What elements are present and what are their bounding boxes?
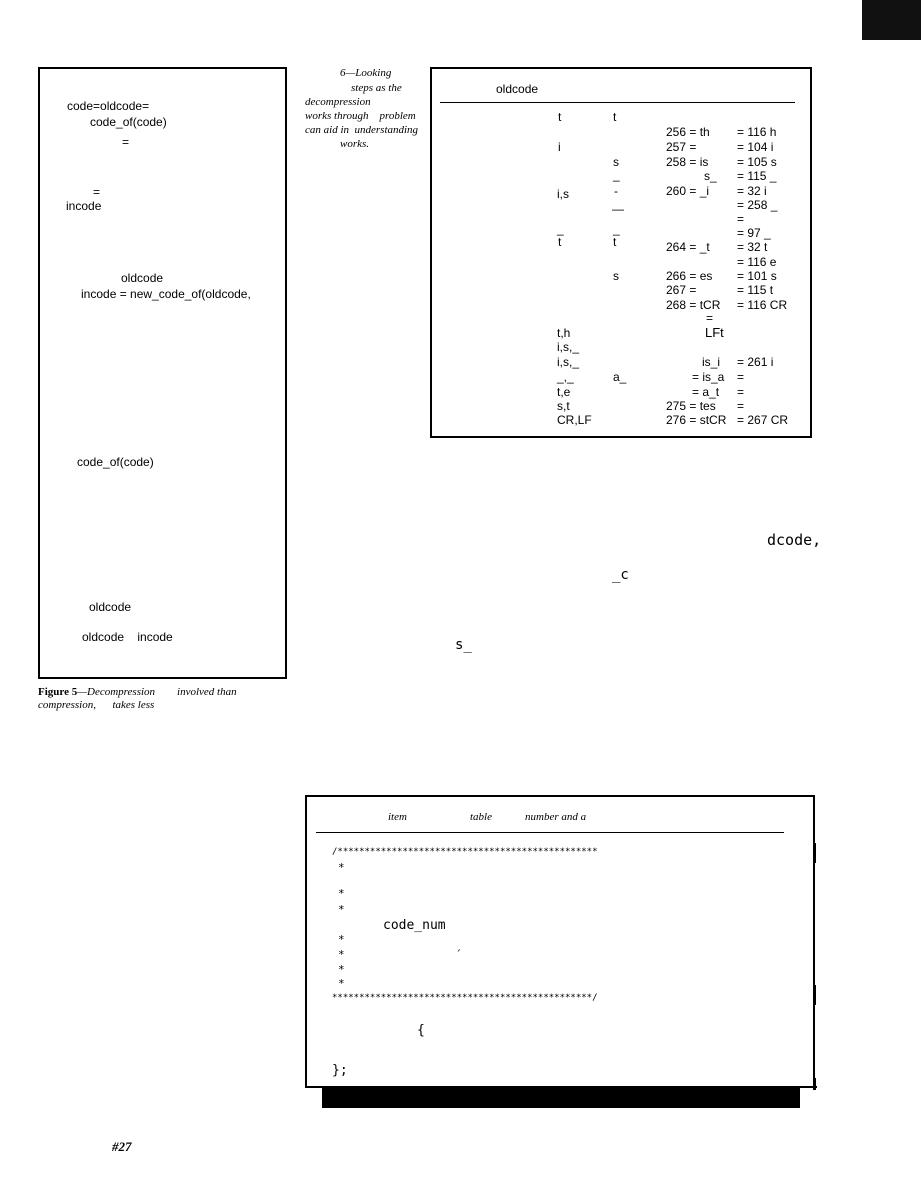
fig6-caption: 6—Looking	[340, 67, 392, 79]
body-fragment: _c	[612, 567, 629, 583]
fig5-line: incode	[66, 199, 102, 213]
listing-code-num: code_num	[383, 918, 446, 933]
fig5-caption-2: compression, takes less	[38, 699, 155, 711]
fig6-col4: = 97 _	[737, 226, 771, 240]
listing-caption-word: number and a	[525, 811, 587, 823]
fig6-col1: t,h	[557, 326, 571, 340]
fig6-col4: =	[737, 212, 745, 226]
fig6-col1: i,s,_	[557, 340, 580, 354]
fig6-caption: steps as the	[351, 82, 402, 94]
side-mark	[813, 1078, 816, 1090]
fig6-col1: i,s	[557, 187, 569, 201]
listing-star: *	[338, 963, 345, 976]
fig5-line: =	[122, 135, 130, 149]
corner-block	[862, 0, 921, 40]
fig6-col3: 258 = is	[666, 155, 709, 169]
fig6-col1: t	[558, 110, 562, 124]
listing-star: *	[338, 903, 345, 916]
fig6-col3: is_i	[702, 355, 721, 369]
fig5-line: code_of(code)	[77, 455, 154, 469]
fig6-caption: works through problem	[305, 110, 416, 122]
listing-star: *	[338, 948, 345, 961]
fig6-col3: 266 = es	[666, 269, 713, 283]
fig6-col1: i	[558, 140, 561, 154]
fig6-caption: decompression	[305, 96, 371, 108]
fig5-line: =	[93, 185, 101, 199]
fig6-col2: _	[613, 222, 620, 236]
fig6-col3: 264 = _t	[666, 240, 710, 254]
fig6-col2: t	[613, 235, 617, 249]
fig6-col2: _	[613, 168, 620, 182]
fig6-col4: = 101 s	[737, 269, 777, 283]
fig6-col3: 257 =	[666, 140, 697, 154]
listing-rule	[316, 832, 784, 833]
fig6-col4: = 105 s	[737, 155, 777, 169]
fig6-col3: = a_t	[692, 385, 720, 399]
listing-tick: ´	[455, 948, 462, 961]
fig5-line: incode = new_code_of(oldcode,	[81, 287, 251, 301]
fig6-col4: = 116 CR	[737, 298, 788, 312]
fig6-header: oldcode	[496, 82, 539, 96]
body-fragment: dcode,	[767, 531, 822, 549]
fig6-col4: = 116 h	[737, 125, 777, 139]
fig6-col2: s	[613, 269, 619, 283]
fig6-col3: 260 = _i	[666, 184, 710, 198]
figure5-box	[38, 67, 287, 679]
fig6-caption: works.	[340, 138, 370, 150]
fig5-line: code=oldcode=	[67, 99, 150, 113]
fig6-col1: _,_	[557, 370, 574, 384]
fig6-col1: _	[557, 222, 564, 236]
fig6-col3: 276 = stCR	[666, 413, 727, 427]
bottom-bar	[322, 1088, 800, 1108]
listing-caption-word: table	[470, 811, 492, 823]
listing-star: *	[338, 887, 345, 900]
fig6-col4: = 115 _	[737, 169, 777, 183]
fig6-col3: 275 = tes	[666, 399, 716, 413]
listing-box	[305, 795, 815, 1088]
fig6-col3: s_	[704, 169, 717, 183]
listing-stars-bottom: ************************************************/	[332, 993, 598, 1003]
fig6-col2: t	[613, 110, 617, 124]
page-number: #27	[112, 1139, 132, 1154]
fig6-col4: = 104 i	[737, 140, 774, 154]
fig5-line: oldcode	[89, 600, 132, 614]
fig6-col3: LFt	[705, 325, 724, 340]
fig6-col2: a_	[613, 370, 627, 384]
fig5-line: oldcode incode	[82, 630, 173, 644]
fig6-col1: t,e	[557, 385, 571, 399]
fig6-col2: s	[613, 155, 619, 169]
listing-brace-open: {	[417, 1023, 425, 1038]
listing-caption-word: item	[388, 811, 407, 823]
fig6-col4: = 32 t	[737, 240, 768, 254]
listing-star: *	[338, 861, 345, 874]
fig6-col1: i,s,_	[557, 355, 580, 369]
fig6-col3: 267 =	[666, 283, 697, 297]
fig6-col3: 268 = tCR	[666, 298, 721, 312]
fig6-col3: =	[706, 311, 714, 325]
body-fragment: s_	[455, 637, 472, 653]
fig5-line: code_of(code)	[90, 115, 167, 129]
fig6-col3: 256 = th	[666, 125, 710, 139]
fig6-caption: can aid in understanding	[305, 124, 419, 136]
fig6-col1: t	[558, 235, 562, 249]
fig6-col4: = 32 i	[737, 184, 767, 198]
fig6-rule	[440, 102, 795, 103]
fig6-col4: =	[737, 370, 745, 384]
listing-star: *	[338, 977, 345, 990]
fig5-caption: Figure 5—Decompression involved than	[38, 686, 237, 698]
fig6-col2: —	[612, 202, 624, 216]
fig6-col1: CR,LF	[557, 413, 592, 427]
fig6-col4: = 267 CR	[737, 413, 789, 427]
fig6-col3: = is_a	[692, 370, 725, 384]
side-mark	[813, 843, 816, 863]
fig6-col1: s,t	[557, 399, 570, 413]
fig6-col4: =	[737, 385, 745, 399]
side-mark	[813, 985, 816, 1005]
listing-star: *	[338, 933, 345, 946]
fig6-col4: = 261 i	[737, 355, 774, 369]
fig6-col4: = 258 _	[737, 198, 778, 212]
fig5-line: oldcode	[121, 271, 164, 285]
fig6-col4: = 115 t	[737, 283, 774, 297]
fig6-col4: =	[737, 399, 745, 413]
fig6-col4: = 116 e	[737, 255, 777, 269]
listing-brace-close: };	[332, 1063, 348, 1078]
listing-stars-top: /************************************************	[332, 847, 598, 857]
fig6-col2: -	[614, 184, 618, 198]
